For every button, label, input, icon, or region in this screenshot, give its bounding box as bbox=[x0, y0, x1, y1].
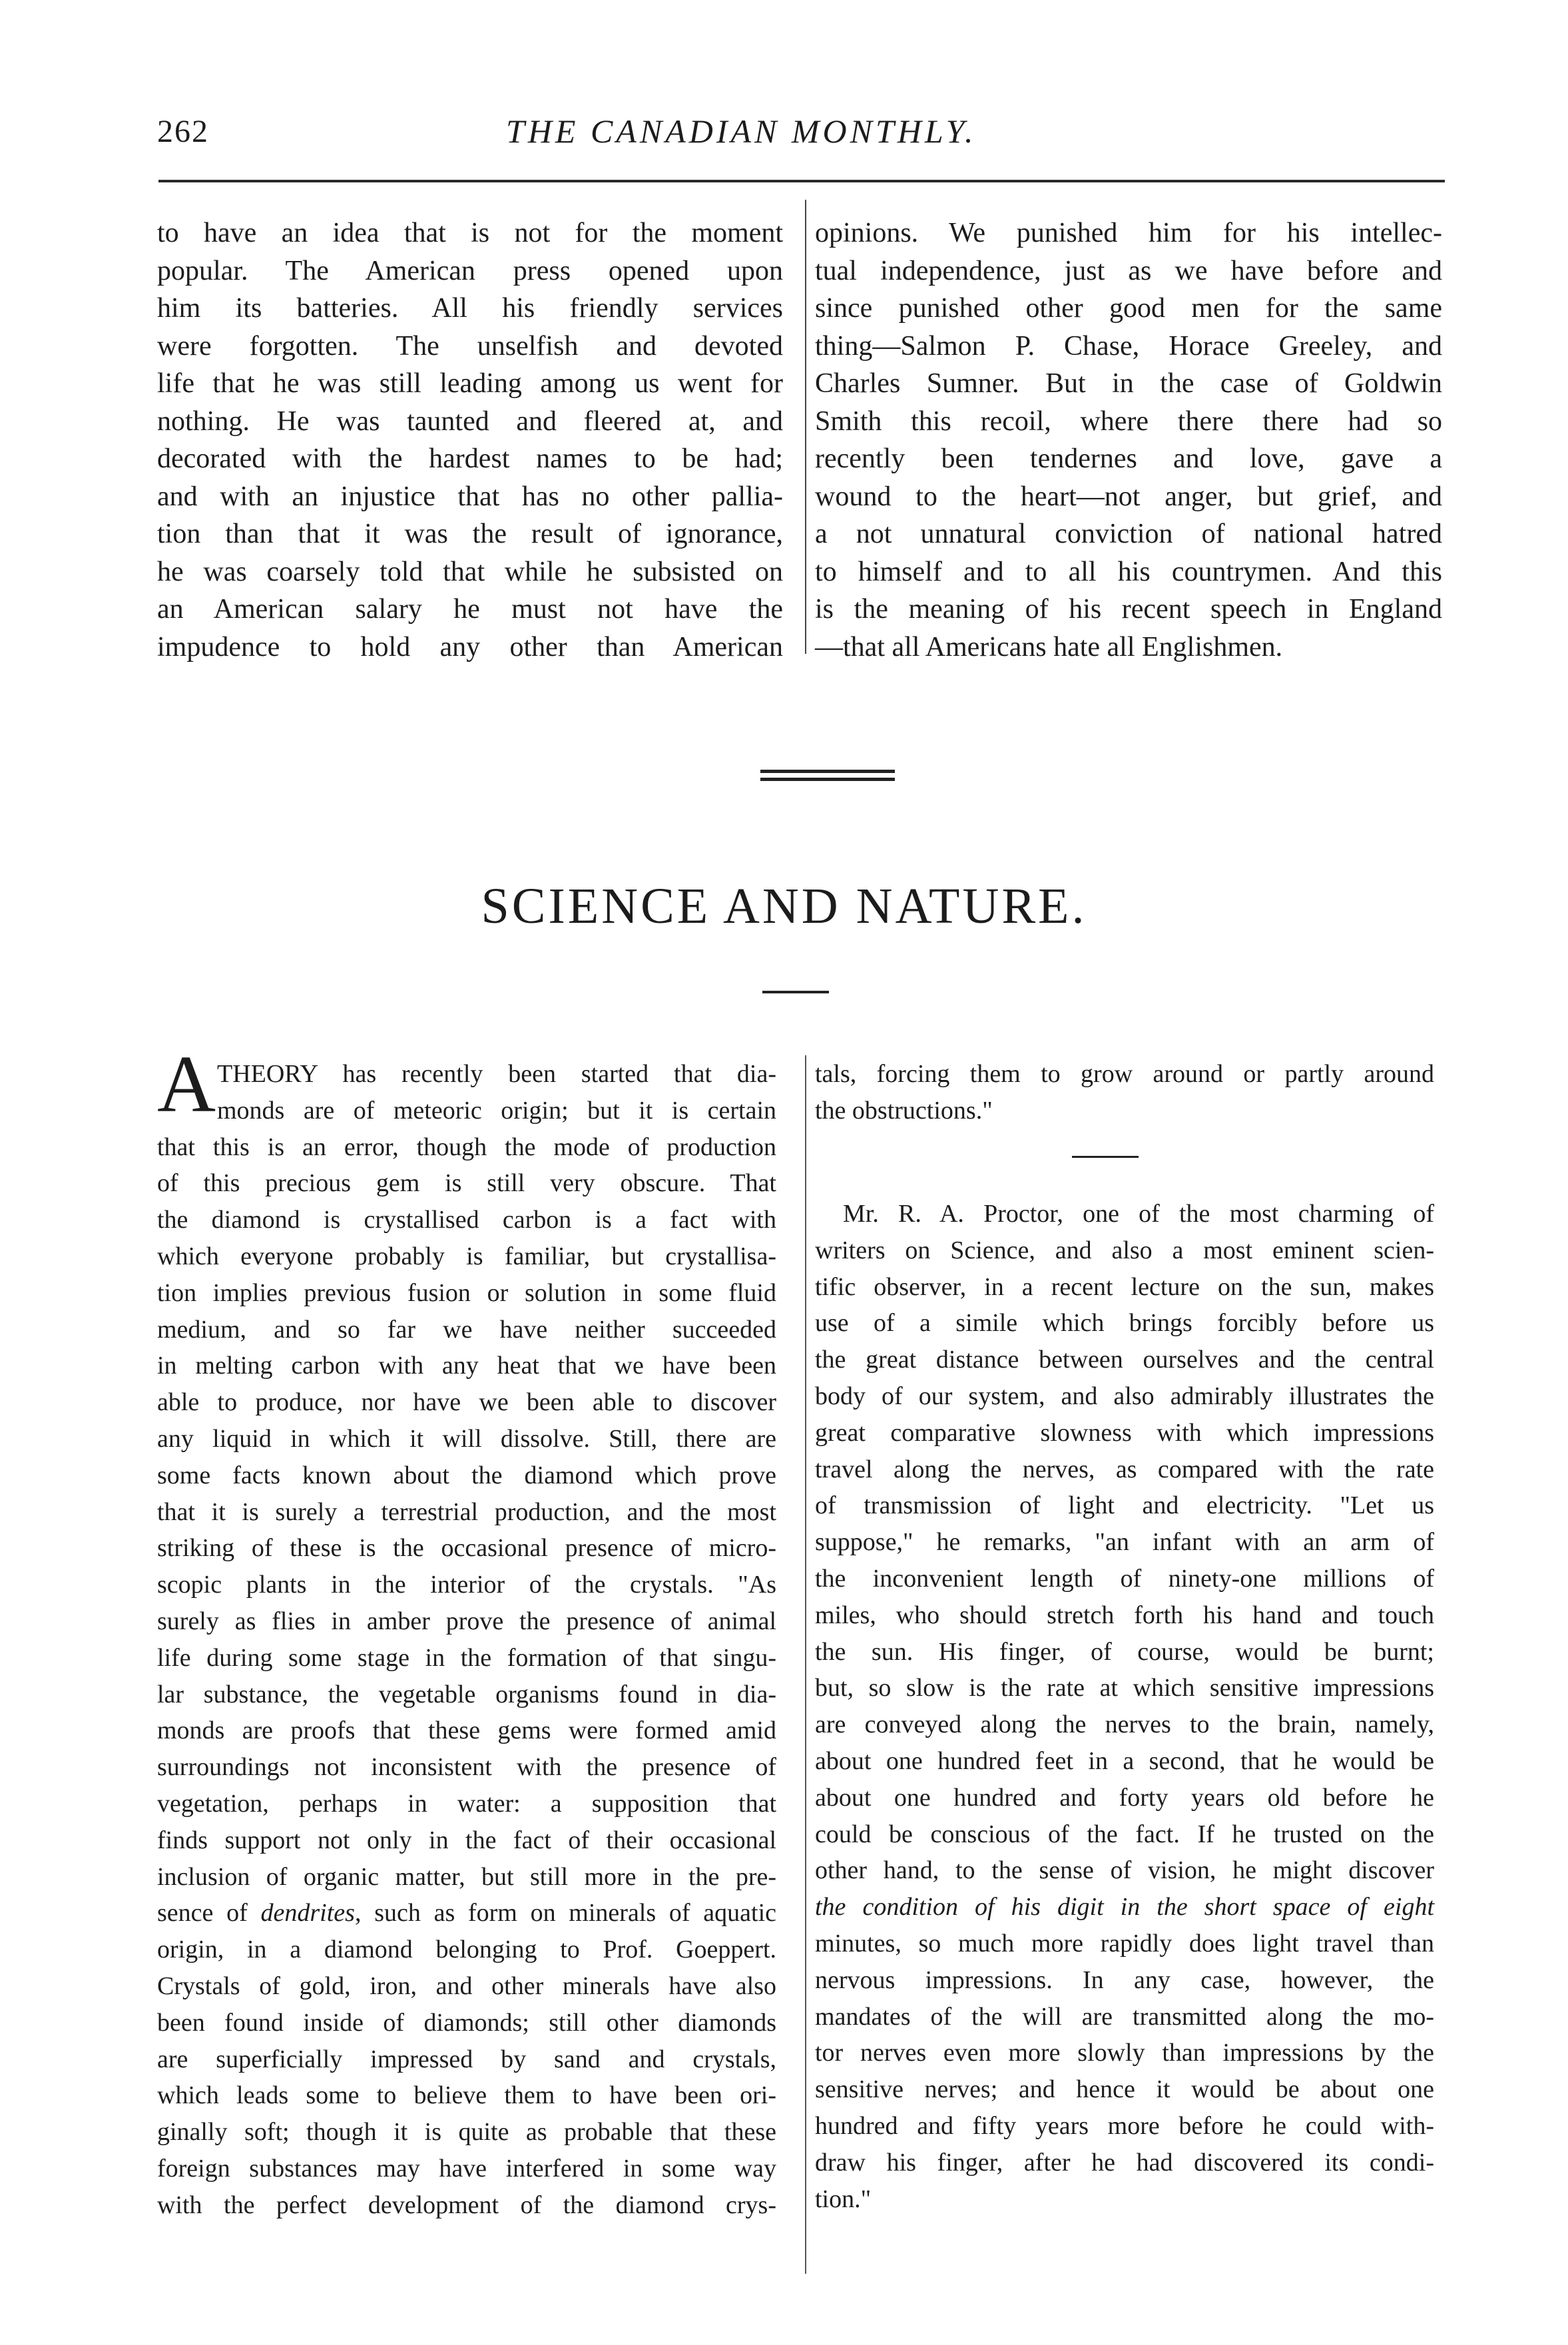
text-line: draw his finger, after he had discovered its condi- bbox=[815, 2148, 1434, 2177]
text-line: tor nerves even more slowly than impressions by the bbox=[815, 2039, 1434, 2067]
text-fragment: , such as form on minerals of aquatic bbox=[354, 1899, 776, 1928]
text-line: an American salary he must not have the bbox=[157, 594, 783, 625]
text-line: about one hundred feet in a second, that he would be bbox=[815, 1746, 1434, 1775]
text-line: since punished other good men for the same bbox=[815, 293, 1442, 324]
text-line: Mr. R. A. Proctor, one of the most charming of bbox=[843, 1200, 1434, 1228]
text-line: he was coarsely told that while he subsisted on bbox=[157, 556, 783, 587]
text-line: which everyone probably is familiar, but crystallisa- bbox=[157, 1242, 776, 1270]
section-heading: SCIENCE AND NATURE. bbox=[481, 878, 1087, 934]
upper-right-column bbox=[815, 214, 1442, 666]
text-line: with the perfect development of the diamond crys- bbox=[157, 2191, 776, 2219]
text-line: surroundings not inconsistent with the presence of bbox=[157, 1753, 776, 1782]
text-line: vegetation, perhaps in water: a supposition that bbox=[157, 1789, 776, 1818]
section-double-rule-top bbox=[760, 770, 895, 773]
header-rule bbox=[158, 180, 1445, 182]
italic-term: dendrites bbox=[260, 1899, 355, 1928]
text-line: tals, forcing them to grow around or partly around bbox=[815, 1060, 1434, 1088]
text-line: the great distance between ourselves and the central bbox=[815, 1346, 1434, 1374]
text-line: that this is an error, though the mode of production bbox=[157, 1133, 776, 1161]
text-line: which leads some to believe them to have been ori- bbox=[157, 2081, 776, 2110]
text-line: scopic plants in the interior of the crystals. "As bbox=[157, 1571, 776, 1599]
text-line: decorated with the hardest names to be had; bbox=[157, 443, 783, 474]
text-line: to himself and to all his countrymen. And this bbox=[815, 556, 1442, 587]
text-line: lar substance, the vegetable organisms found in dia- bbox=[157, 1680, 776, 1708]
text-line: life that he was still leading among us went for bbox=[157, 368, 783, 399]
text-line: impudence to hold any other than American bbox=[157, 631, 783, 662]
text-line: to have an idea that is not for the moment bbox=[157, 218, 783, 248]
text-line: is the meaning of his recent speech in England bbox=[815, 594, 1442, 625]
text-line: recently been tendernes and love, gave a bbox=[815, 443, 1442, 474]
text-line: finds support not only in the fact of their occasional bbox=[157, 1826, 776, 1854]
text-line: tific observer, in a recent lecture on the sun, makes bbox=[815, 1272, 1434, 1301]
text-line: —that all Americans hate all Englishmen. bbox=[815, 631, 1283, 662]
text-line: minutes, so much more rapidly does light travel than bbox=[815, 1929, 1434, 1957]
text-line: suppose," he remarks, "an infant with an arm of bbox=[815, 1528, 1434, 1557]
text-line: the sun. His finger, of course, would be burnt; bbox=[815, 1637, 1434, 1666]
text-line: the inconvenient length of ninety-one millions of bbox=[815, 1564, 1434, 1593]
text-line: tion implies previous fusion or solution in some fluid bbox=[157, 1278, 776, 1307]
text-line: other hand, to the sense of vision, he might discover bbox=[815, 1856, 1434, 1885]
text-line: body of our system, and also admirably illustrates the bbox=[815, 1382, 1434, 1410]
text-line: are conveyed along the nerves to the brain, namely, bbox=[815, 1710, 1434, 1739]
text-line: and with an injustice that has no other pallia- bbox=[157, 481, 783, 512]
text-line: in melting carbon with any heat that we have been bbox=[157, 1352, 776, 1380]
text-line: tion than that it was the result of ignorance, bbox=[157, 519, 783, 549]
upper-left-column bbox=[157, 214, 783, 666]
text-line: are superficially impressed by sand and crystals, bbox=[157, 2045, 776, 2073]
text-line: wound to the heart—not anger, but grief, and bbox=[815, 481, 1442, 512]
text-line: nothing. He was taunted and fleered at, and bbox=[157, 405, 783, 437]
lower-left-column-body bbox=[157, 1129, 776, 2224]
text-line: sensitive nerves; and hence it would be about one bbox=[815, 2075, 1434, 2104]
text-line: a not unnatural conviction of national hatred bbox=[815, 519, 1442, 549]
text-line: about one hundred and forty years old before he bbox=[815, 1783, 1434, 1812]
text-line: great comparative slowness with which impressions bbox=[815, 1418, 1434, 1447]
text-line: opinions. We punished him for his intellec- bbox=[815, 218, 1442, 248]
running-title: THE CANADIAN MONTHLY. bbox=[506, 113, 977, 150]
page-number: 262 bbox=[157, 114, 209, 149]
text-line: nervous impressions. In any case, however, the bbox=[815, 1965, 1434, 1994]
section-double-rule-bottom bbox=[760, 778, 895, 781]
text-line: inclusion of organic matter, but still more in the pre- bbox=[157, 1862, 776, 1891]
text-line: Smith this recoil, where there there had so bbox=[815, 405, 1442, 437]
paragraph-separator-rule bbox=[1072, 1156, 1139, 1158]
text-line: surely as flies in amber prove the presence of animal bbox=[157, 1607, 776, 1635]
text-line: writers on Science, and also a most eminent scien- bbox=[815, 1236, 1434, 1264]
text-line: mandates of the will are transmitted along the mo- bbox=[815, 2002, 1434, 2031]
text-line: popular. The American press opened upon bbox=[157, 255, 783, 286]
text-line: ginally soft; though it is quite as probable that these bbox=[157, 2118, 776, 2147]
text-line: been found inside of diamonds; still other diamonds bbox=[157, 2008, 776, 2037]
text-line: life during some stage in the formation of that singu- bbox=[157, 1643, 776, 1672]
text-line: were forgotten. The unselfish and devoted bbox=[157, 330, 783, 362]
text-line: of this precious gem is still very obscure. That bbox=[157, 1169, 776, 1198]
text-line: hundred and fifty years more before he could with- bbox=[815, 2111, 1434, 2140]
column-divider bbox=[805, 1055, 806, 2274]
text-line: but, so slow is the rate at which sensitive impressions bbox=[815, 1674, 1434, 1702]
text-line: any liquid in which it will dissolve. Still, there are bbox=[157, 1424, 776, 1453]
text-line: monds are proofs that these gems were formed amid bbox=[157, 1716, 776, 1745]
text-line: thing—Salmon P. Chase, Horace Greeley, and bbox=[815, 330, 1442, 362]
heading-rule bbox=[762, 991, 829, 993]
text-line: the condition of his digit in the short space of eight bbox=[815, 1893, 1434, 1922]
text-line: origin, in a diamond belonging to Prof. Goeppert. bbox=[157, 1936, 776, 1964]
text-line: use of a simile which brings forcibly before us bbox=[815, 1309, 1434, 1338]
text-line: of transmission of light and electricity. "Let us bbox=[815, 1491, 1434, 1520]
text-line: the diamond is crystallised carbon is a fact with bbox=[157, 1206, 776, 1234]
text-line: that it is surely a terrestrial production, and the most bbox=[157, 1497, 776, 1526]
lower-right-column-body bbox=[815, 1232, 1434, 2218]
lower-right-column bbox=[815, 1196, 1434, 1232]
text-line: medium, and so far we have neither succeeded bbox=[157, 1315, 776, 1344]
text-line: him its batteries. All his friendly services bbox=[157, 293, 783, 324]
text-line: tion." bbox=[815, 2185, 872, 2213]
text-line bbox=[157, 1899, 776, 1927]
lower-left-column bbox=[157, 1056, 776, 1129]
text-line: the obstructions." bbox=[815, 1096, 993, 1125]
text-line: foreign substances may have interfered in some way bbox=[157, 2154, 776, 2183]
drop-cap: A bbox=[157, 1039, 216, 1129]
text-line: Crystals of gold, iron, and other minerals have also bbox=[157, 1971, 776, 2000]
column-divider bbox=[805, 200, 806, 654]
text-line: some facts known about the diamond which prove bbox=[157, 1461, 776, 1489]
text-line: striking of these is the occasional presence of micro- bbox=[157, 1534, 776, 1563]
text-fragment: sence of bbox=[157, 1899, 261, 1928]
text-line: miles, who should stretch forth his hand and touch bbox=[815, 1601, 1434, 1629]
lower-right-column-top bbox=[815, 1056, 1434, 1129]
text-line: monds are of meteoric origin; but it is certain bbox=[217, 1096, 776, 1125]
text-line: Charles Sumner. But in the case of Goldwin bbox=[815, 368, 1442, 399]
text-line: travel along the nerves, as compared with the rate bbox=[815, 1455, 1434, 1483]
text-line: able to produce, nor have we been able to discover bbox=[157, 1388, 776, 1417]
text-line: THEORY has recently been started that dia- bbox=[217, 1060, 776, 1088]
text-line: could be conscious of the fact. If he trusted on the bbox=[815, 1820, 1434, 1848]
text-line: tual independence, just as we have before and bbox=[815, 255, 1442, 286]
